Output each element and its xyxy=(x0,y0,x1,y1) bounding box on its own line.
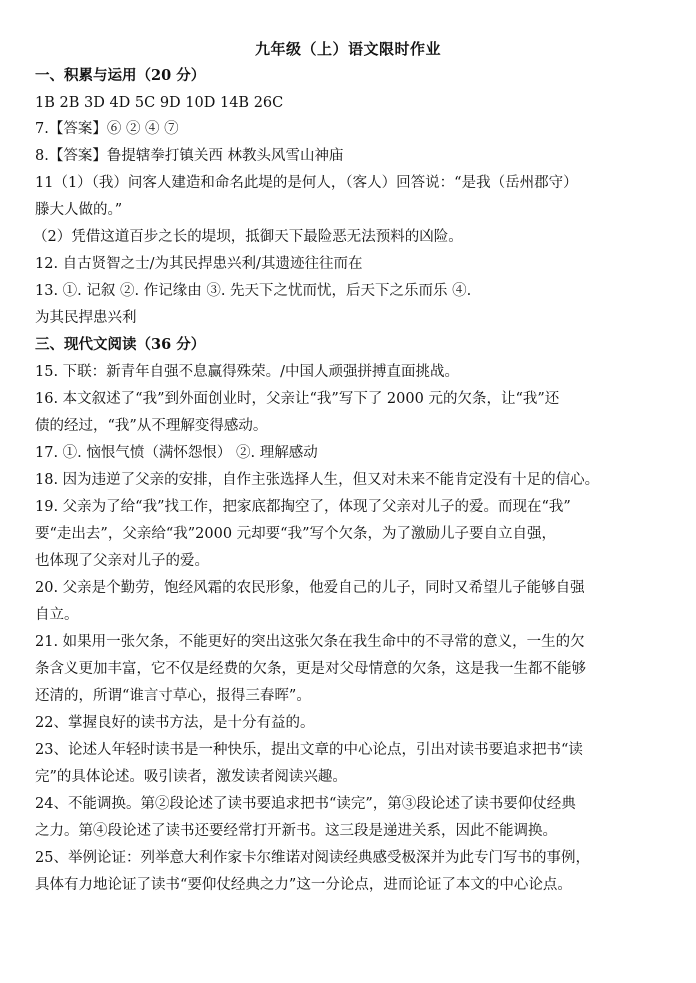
answer-19-line-1: 19. 父亲为了给“我”找工作，把家底都掏空了，体现了父亲对儿子的爱。而现在“我” xyxy=(35,499,571,515)
answer-19-line-3: 也体现了父亲对儿子的爱。 xyxy=(35,553,209,569)
answer-13-line-2: 为其民捍患兴利 xyxy=(35,310,137,326)
answer-25-line-1: 25、举例论证：列举意大利作家卡尔维诺对阅读经典感受极深并为此专门写书的事例， xyxy=(35,850,590,866)
answer-18: 18. 因为违逆了父亲的安排，自作主张选择人生，但又对未来不能肯定没有十足的信心。 xyxy=(35,472,600,488)
answer-22: 22、掌握良好的读书方法，是十分有益的。 xyxy=(35,715,315,731)
answer-20-line-2: 自立。 xyxy=(35,607,79,623)
answer-8: 8.【答案】鲁提辖拳打镇关西 林教头风雪山神庙 xyxy=(35,148,344,164)
answer-20-line-1: 20. 父亲是个勤劳，饱经风霜的农民形象，他爱自己的儿子，同时又希望儿子能够自强 xyxy=(35,580,585,596)
answer-11-part-2: （2）凭借这道百步之长的堤坝，抵御天下最险恶无法预料的凶险。 xyxy=(33,229,463,245)
answer-23-line-1: 23、论述人年轻时读书是一种快乐，提出文章的中心论点，引出对读书要追求把书“读 xyxy=(35,742,583,758)
answer-16-line-1: 16. 本文叙述了“我”到外面创业时，父亲让“我”写下了 2000 元的欠条，让“我”还 xyxy=(35,391,560,407)
section-heading-3: 三、现代文阅读（36 分） xyxy=(35,336,206,353)
answer-19-line-2: 要“走出去”，父亲给“我”2000 元却要“我”写个欠条，为了激励儿子要自立自强， xyxy=(35,526,556,542)
answer-21-line-1: 21. 如果用一张欠条，不能更好的突出这张欠条在我生命中的不寻常的意义，一生的欠 xyxy=(35,634,585,650)
section-heading-1: 一、积累与运用（20 分） xyxy=(35,67,206,84)
answer-15: 15. 下联：新青年自强不息赢得殊荣。/中国人顽强拼搏直面挑战。 xyxy=(35,364,460,380)
answer-25-line-2: 具体有力地论证了读书“要仰仗经典之力”这一分论点，进而论证了本文的中心论点。 xyxy=(35,877,572,893)
answer-11-line-2: 滕大人做的。” xyxy=(35,202,123,218)
mc-answers-line: 1B 2B 3D 4D 5C 9D 10D 14B 26C xyxy=(35,95,284,111)
answer-23-line-2: 完”的具体论述。吸引读者，激发读者阅读兴趣。 xyxy=(35,769,347,785)
answer-13-line-1: 13. ①. 记叙 ②. 作记缘由 ③. 先天下之忧而忧，后天下之乐而乐 ④. xyxy=(35,283,472,299)
page-title: 九年级（上）语文限时作业 xyxy=(254,40,441,58)
answer-24-line-2: 之力。第④段论述了读书还要经常打开新书。这三段是递进关系，因此不能调换。 xyxy=(35,823,557,839)
answer-12: 12. 自古贤智之士/为其民捍患兴利/其遗迹往往而在 xyxy=(35,256,363,272)
answer-24-line-1: 24、不能调换。第②段论述了读书要追求把书“读完”，第③段论述了读书要仰仗经典 xyxy=(35,796,576,812)
answer-16-line-2: 债的经过，“我”从不理解变得感动。 xyxy=(35,418,268,434)
answer-17: 17. ①. 恼恨气愤（满怀怨恨） ②. 理解感动 xyxy=(35,445,318,461)
answer-21-line-3: 还清的，所谓“谁言寸草心，报得三春晖”。 xyxy=(35,688,311,704)
answer-11-line-1: 11（1）（我）问客人建造和命名此堤的是何人，（客人）回答说：“是我（岳州郡守） xyxy=(35,175,578,191)
answer-21-line-2: 条含义更加丰富，它不仅是经费的欠条，更是对父母情意的欠条，这是我一生都不能够 xyxy=(35,661,586,677)
answer-7: 7.【答案】⑥ ② ④ ⑦ xyxy=(35,121,179,137)
